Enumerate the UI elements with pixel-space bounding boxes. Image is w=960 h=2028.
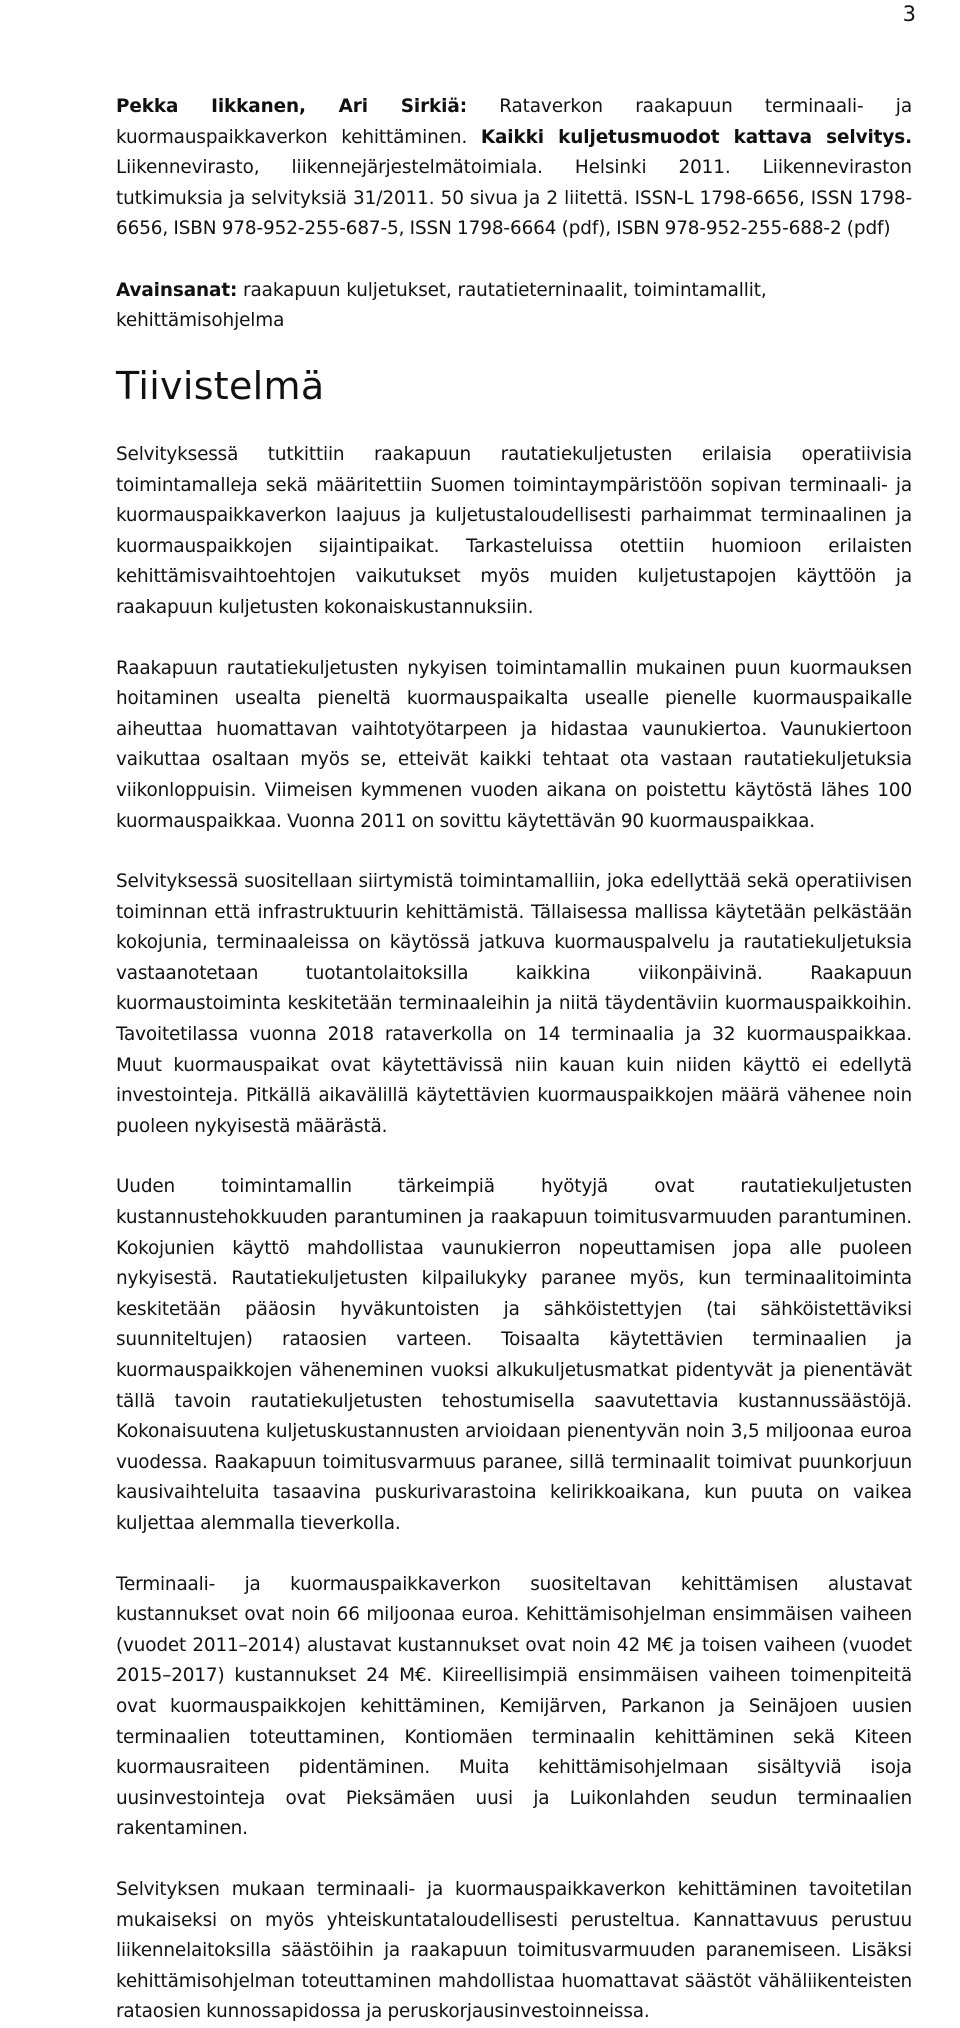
paragraph: Uuden toimintamallin tärkeimpiä hyötyjä ovat rautatiekuljetusten kustannustehokkuuden parantuminen ja raakapuun toimitusvarmuuden parantuminen. Kokojunien käyttö mahdollistaa vaunukierron nopeuttamisen jopa alle puoleen nykyisestä. Rautatiekuljetusten kilpailukyky paranee myös, kun terminaalitoiminta keskitetään pääosin hyväkuntoisten ja sähköistettyjen (tai sähköistettäviksi suunniteltujen) rataosien varteen. Toisaalta käytettävien terminaalien ja kuormauspaikkojen väheneminen vuoksi alkukuljetusmatkat pidentyvät ja pienentävät tällä tavoin rautatiekuljetusten tehostumisella saavutettavia kustannussäästöjä. Kokonaisuutena kuljetuskustannusten arvioidaan pienentyvän noin 3,5 miljoonaa euroa vuodessa. Raakapuun toimitusvarmuus paranee, sillä terminaalit toimivat puunkorjuun kausivaihteluita tasaavina puskurivarastoina kelirikkoaikana, kun puuta on vaikea kuljettaa alemmalla tieverkolla. (116, 1176, 912, 1534)
keywords-values: raakapuun kuljetukset, rautatieterninaalit, toimintamallit, kehittämisohjelma (116, 279, 767, 331)
paragraph: Raakapuun rautatiekuljetusten nykyisen toimintamallin mukainen puun kuormauksen hoitaminen usealta pieneltä kuormauspaikalta usealle pienelle kuormauspaikalle aiheuttaa huomattavan vaihtotyötarpeen ja hidastaa vaunukiertoa. Vaunukiertoon vaikuttaa osaltaan myös se, etteivät kaikki tehtaat ota vastaan rautatiekuljetuksia viikonloppuisin. Viimeisen kymmenen vuoden aikana on poistettu käytöstä lähes 100 kuormauspaikkaa. Vuonna 2011 on sovittu käytettävän 90 kuormauspaikkaa. (116, 657, 912, 832)
citation-subtitle: Kaikki kuljetusmuodot kattava selvitys. (480, 126, 912, 148)
page-number: 3 (902, 2, 916, 26)
citation-title: Rataverkon raakapuun terminaali- ja kuormauspaikkaverkon kehittäminen. (116, 96, 912, 148)
keywords-line (116, 276, 912, 336)
paragraph: Terminaali- ja kuormauspaikkaverkon suositeltavan kehittämisen alustavat kustannukset ovat noin 66 miljoonaa euroa. Kehittämisohjelman ensimmäisen vaiheen (vuodet 2011–2014) alustavat kustannukset ovat noin 42 M€ ja toisen vaiheen (vuodet 2015–2017) kustannukset 24 M€. Kiireellisimpiä ensimmäisen vaiheen toimenpiteitä ovat kuormauspaikkojen kehittäminen, Kemijärven, Parkanon ja Seinäjoen uusien terminaalien toteuttaminen, Kontiomäen terminaalin kehittäminen sekä Kiteen kuormausraiteen pidentäminen. Muita kehittämisohjelmaan sisältyviä isoja uusinvestointeja ovat Pieksämäen uusi ja Luikonlahden seudun terminaalien rakentaminen. (116, 1573, 912, 1840)
keywords-label: Avainsanat: (116, 279, 238, 301)
citation-details: Liikennevirasto, liikennejärjestelmätoimiala. Helsinki 2011. Liikenneviraston tutkimuksia ja selvityksiä 31/2011. 50 sivua ja 2 liitettä. ISSN-L 1798-6656, ISSN 1798-6656, ISBN 978-952-255-687-5, ISSN 1798-6664 (pdf), ISBN 978-952-255-688-2 (pdf) (116, 157, 912, 240)
citation-authors: Pekka Iikkanen, Ari Sirkiä: (116, 96, 467, 117)
section-title: Tiivistelmä (116, 363, 325, 408)
paragraph: Selvityksessä tutkittiin raakapuun rautatiekuljetusten erilaisia operatiivisia toimintamalleja sekä määritettiin Suomen toimintaympäristöön sopivan terminaali- ja kuormauspaikkaverkon laajuus ja kuljetustaloudellisesti parhaimmat terminaalinen ja kuormauspaikkojen sijaintipaikat. Tarkasteluissa otettiin huomioon erilaisten kehittämisvaihtoehtojen vaikutukset myös muiden kuljetustapojen käyttöön ja raakapuun kuljetusten kokonaiskustannuksiin. (116, 443, 912, 618)
paragraph: Selvityksen mukaan terminaali- ja kuormauspaikkaverkon kehittäminen tavoitetilan mukaiseksi on myös yhteiskuntataloudellisesti perusteltua. Kannattavuus perustuu liikennelaitoksilla säästöihin ja raakapuun toimitusvarmuuden paranemiseen. Lisäksi kehittämisohjelman toteuttaminen mahdollistaa huomattavat säästöt vähäliikenteisten rataosien kunnossapidossa ja peruskorjausinvestoinneissa. (116, 1878, 912, 2023)
paragraph: Selvityksessä suositellaan siirtymistä toimintamalliin, joka edellyttää sekä operatiivisen toiminnan että infrastruktuurin kehittämistä. Tällaisessa mallissa käytetään pelkästään kokojunia, terminaaleissa on käytössä jatkuva kuormauspalvelu ja rautatiekuljetuksia vastaanotetaan tuotantolaitoksilla kaikkina viikonpäivinä. Raakapuun kuormaustoiminta keskitetään terminaaleihin ja niitä täydentäviin kuormauspaikkoihin. Tavoitetilassa vuonna 2018 rataverkolla on 14 terminaalia ja 32 kuormauspaikkaa. Muut kuormauspaikat ovat käytettävissä niin kauan kuin niiden käyttö ei edellytä investointeja. Pitkällä aikavälillä käytettävien kuormauspaikkojen määrä vähenee noin puoleen nykyisestä määrästä. (116, 871, 912, 1137)
page-content (116, 92, 912, 2028)
citation-block (116, 92, 912, 245)
